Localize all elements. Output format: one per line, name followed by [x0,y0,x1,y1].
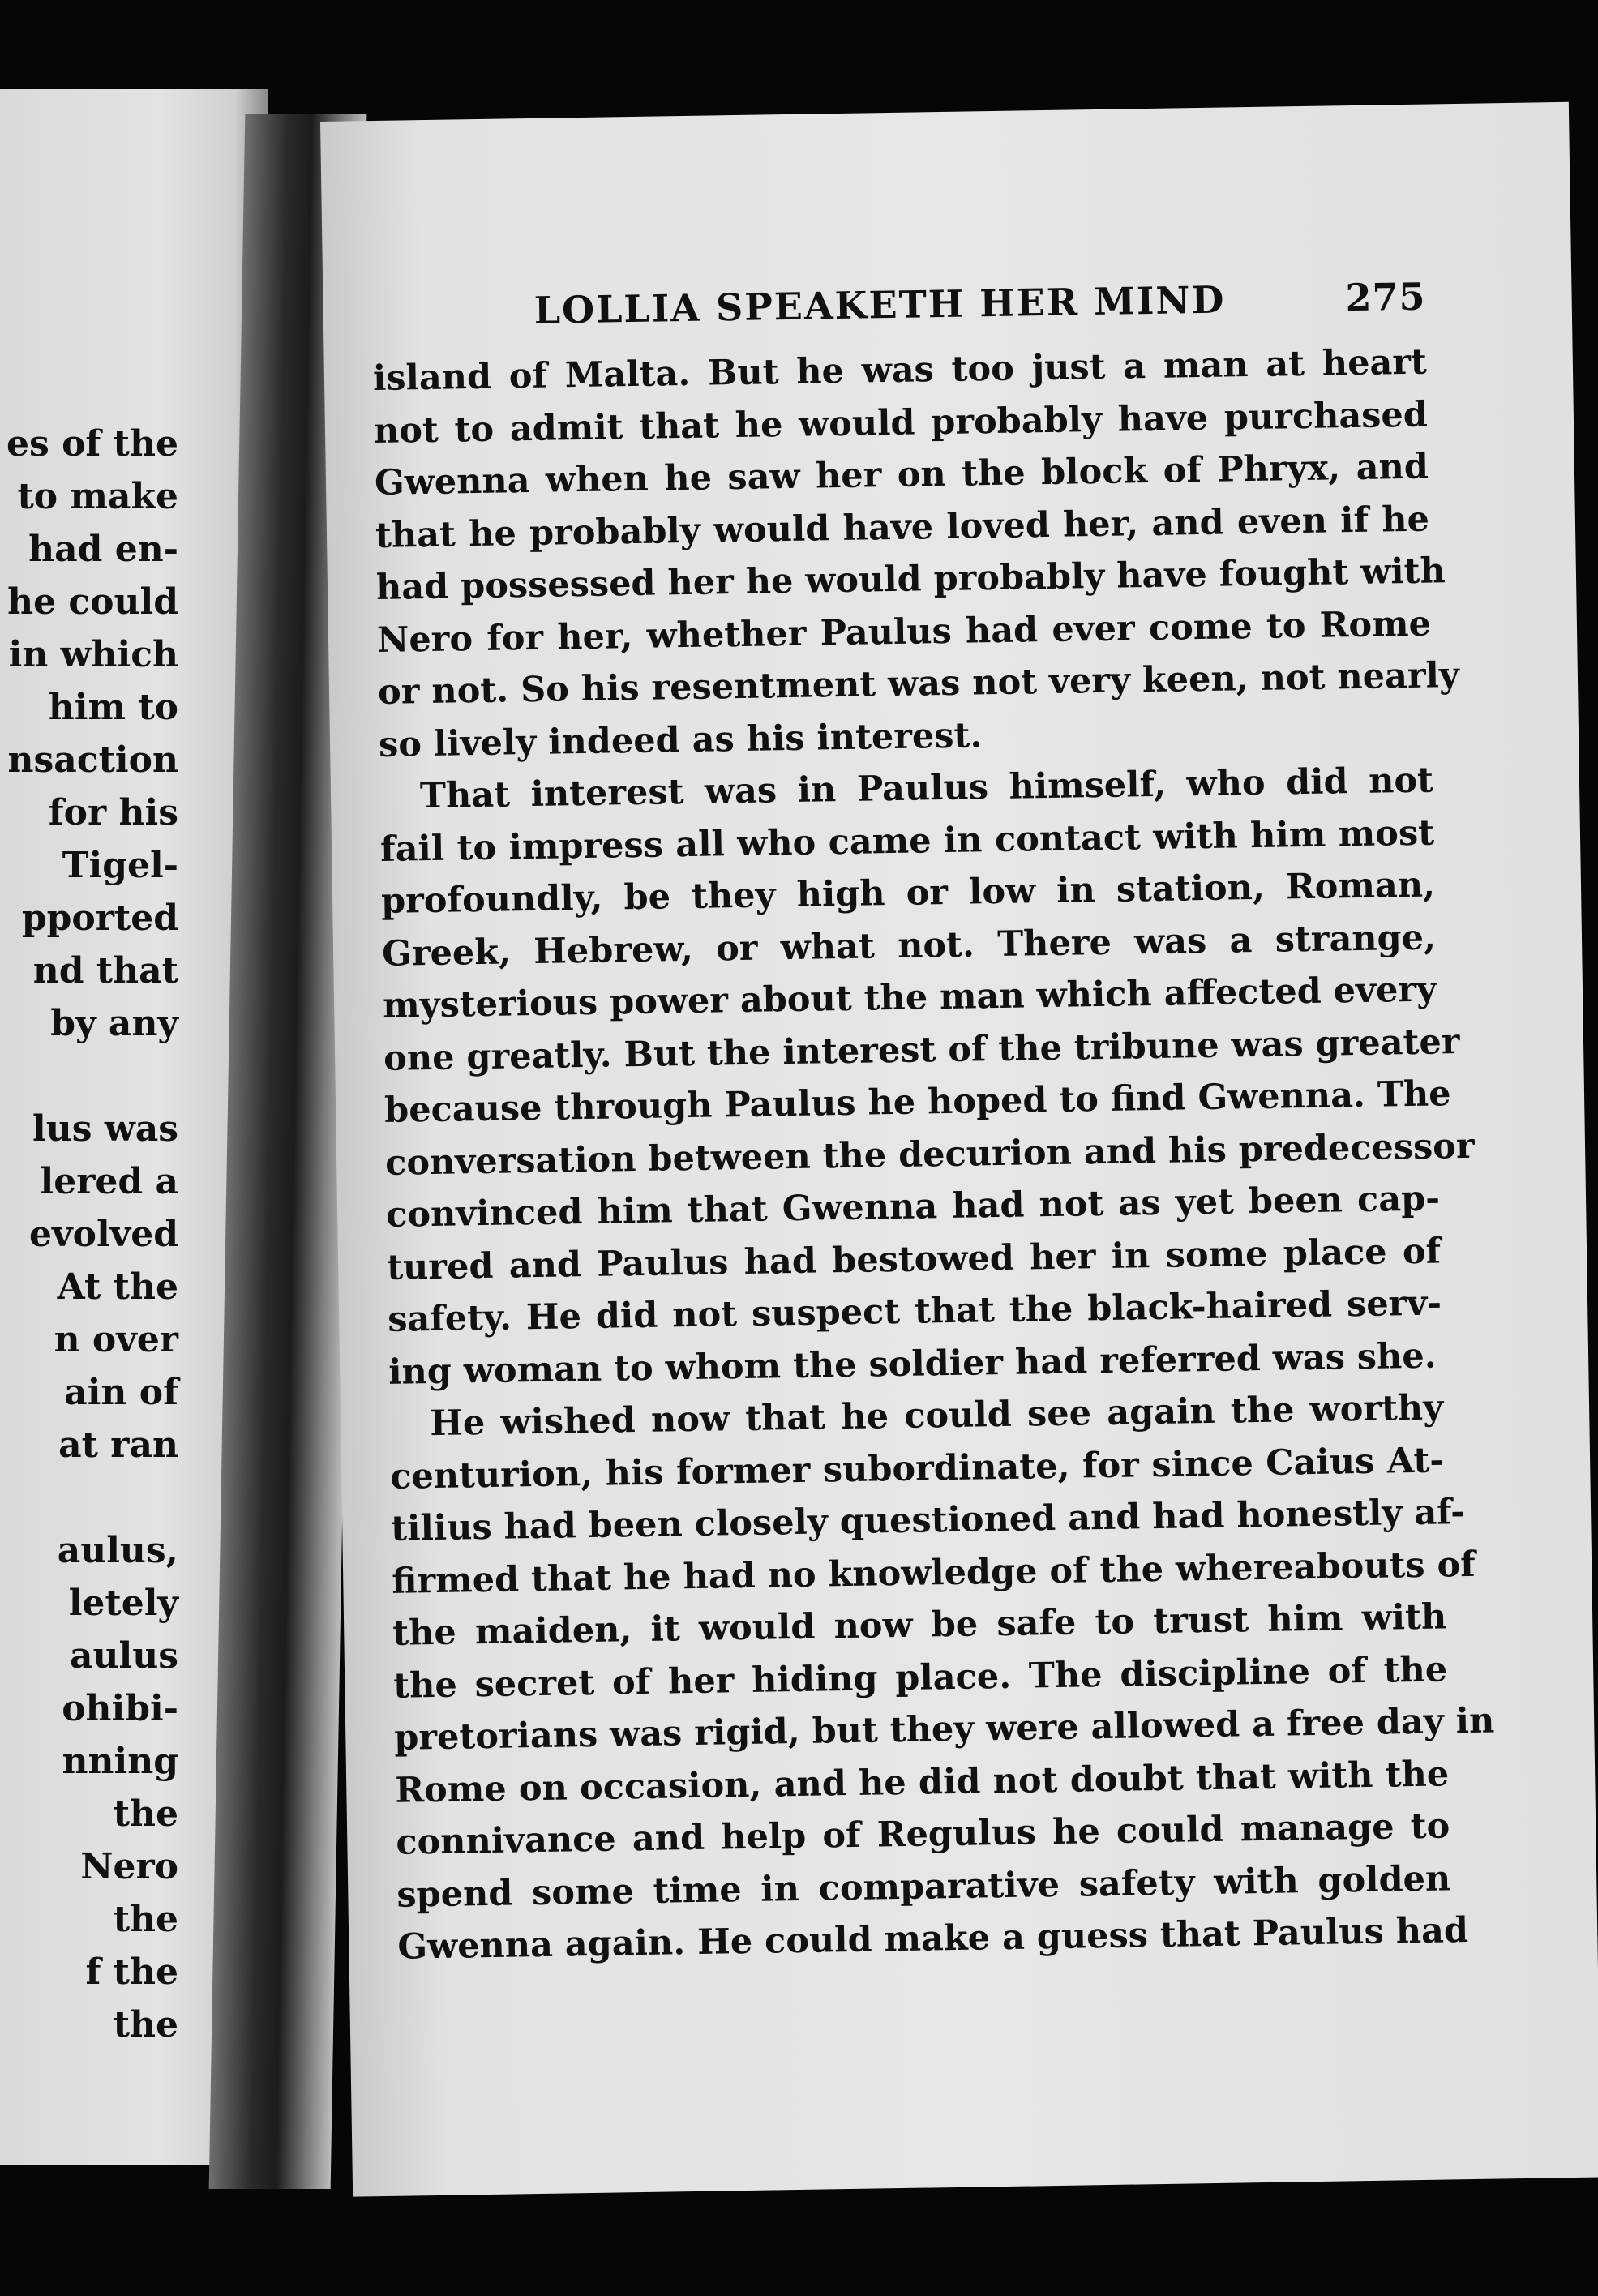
left-page-line: aulus, [57,1530,178,1571]
text-line: He wished now that he could see again the worthy [429,1387,1444,1445]
text-line: spend some time in comparative safety with golden [396,1857,1451,1916]
left-page-line: lered a [40,1161,178,1202]
left-page-line: nning [62,1741,178,1782]
left-page-line [0,1050,178,1103]
left-page-line: him to [48,687,178,728]
left-page-line: in which [8,634,178,675]
left-page-line: lus was [32,1108,178,1150]
text-line: the maiden, it would now be safe to trust him with [392,1596,1447,1654]
text-line: centurion, his former subordinate, for since Caius At- [389,1439,1445,1497]
text-line: that he probably would have loved her, and even if he [375,499,1430,556]
left-page-line: had en- [28,529,178,570]
left-page-line: he could [7,581,178,623]
body-text [372,336,1495,1974]
left-page-line [0,1471,178,1524]
page-number: 275 [1345,274,1426,320]
left-page-text [0,418,178,2051]
left-page-line: es of the [6,423,178,465]
text-line: Rome on occasion, and he did not doubt that with the [394,1753,1450,1811]
text-line: tilius had been closely questioned and had honestly af- [390,1492,1466,1549]
text-line: convinced him that Gwenna had not as yet been cap- [385,1178,1441,1236]
left-page-line: f the [85,1951,178,1993]
text-line: profoundly, be they high or low in station, Roman, [380,864,1436,922]
chapter-title: LOLLIA SPEAKETH HER MIND [533,277,1226,332]
text-line: Gwenna again. He could make a guess that Paulus had [396,1910,1469,1968]
left-page-line: by any [50,1003,178,1044]
text-line: Gwenna when he saw her on the block of Phryx, and [374,446,1429,503]
text-line: That interest was in Paulus himself, who did not [419,760,1434,817]
left-page-line: nsaction [7,739,178,781]
text-line: safety. He did not suspect that the black-haired serv- [387,1283,1442,1340]
text-line: connivance and help of Regulus he could manage to [395,1806,1450,1863]
right-page [320,102,1598,2197]
left-page-line: nd that [32,950,178,992]
left-page-line: the [113,1899,178,1940]
text-line: Greek, Hebrew, or what not. There was a strange, [381,917,1437,975]
left-page-line: n over [54,1319,178,1360]
text-line: fail to impress all who came in contact with him most [379,812,1435,870]
text-line: firmed that he had no knowledge of the whereabouts of [391,1544,1476,1602]
left-page-line: the [113,1793,178,1835]
left-page-line: letely [68,1583,178,1624]
text-line: not to admit that he would probably have purchased [373,394,1429,452]
left-page-line: pported [21,897,178,939]
text-line: island of Malta. But he was too just a man at heart [372,341,1428,400]
text-line: mysterious power about the man which affected every [382,969,1437,1026]
text-line: ing woman to whom the soldier had referred was she. [388,1335,1437,1393]
left-page-line: Tigel- [62,845,178,886]
text-line: so lively indeed as his interest. [378,714,983,765]
text-line: pretorians was rigid, but they were allowed a free day in [393,1700,1495,1758]
text-line: the secret of her hiding place. The discipline of the [392,1648,1448,1707]
text-line: because through Paulus he hoped to find Gwenna. The [383,1073,1451,1131]
left-page-line: for his [48,792,178,833]
left-page-line: ohibi- [62,1688,178,1729]
text-line: or not. So his resentment was not very keen, not nearly [377,655,1460,713]
running-head [371,275,1426,335]
text-line: conversation between the decurion and his predecessor [384,1125,1475,1184]
left-page-line: aulus [70,1635,178,1677]
left-page-line: the [113,2004,178,2045]
left-page-line: ain of [64,1372,178,1413]
left-page-line: to make [17,476,178,517]
left-page-line: at ran [58,1424,178,1466]
text-line: Nero for her, whether Paulus had ever come to Rome [376,603,1432,661]
text-line: tured and Paulus had bestowed her in some place of [386,1230,1442,1288]
left-page-line: Nero [80,1846,178,1887]
text-line: had possessed her he would probably have fought with [375,550,1446,608]
left-page-line: evolved [29,1214,178,1255]
text-line: one greatly. But the interest of the tribune was greater [383,1021,1460,1079]
page-content [371,274,1495,1974]
left-page-line: At the [57,1266,178,1308]
